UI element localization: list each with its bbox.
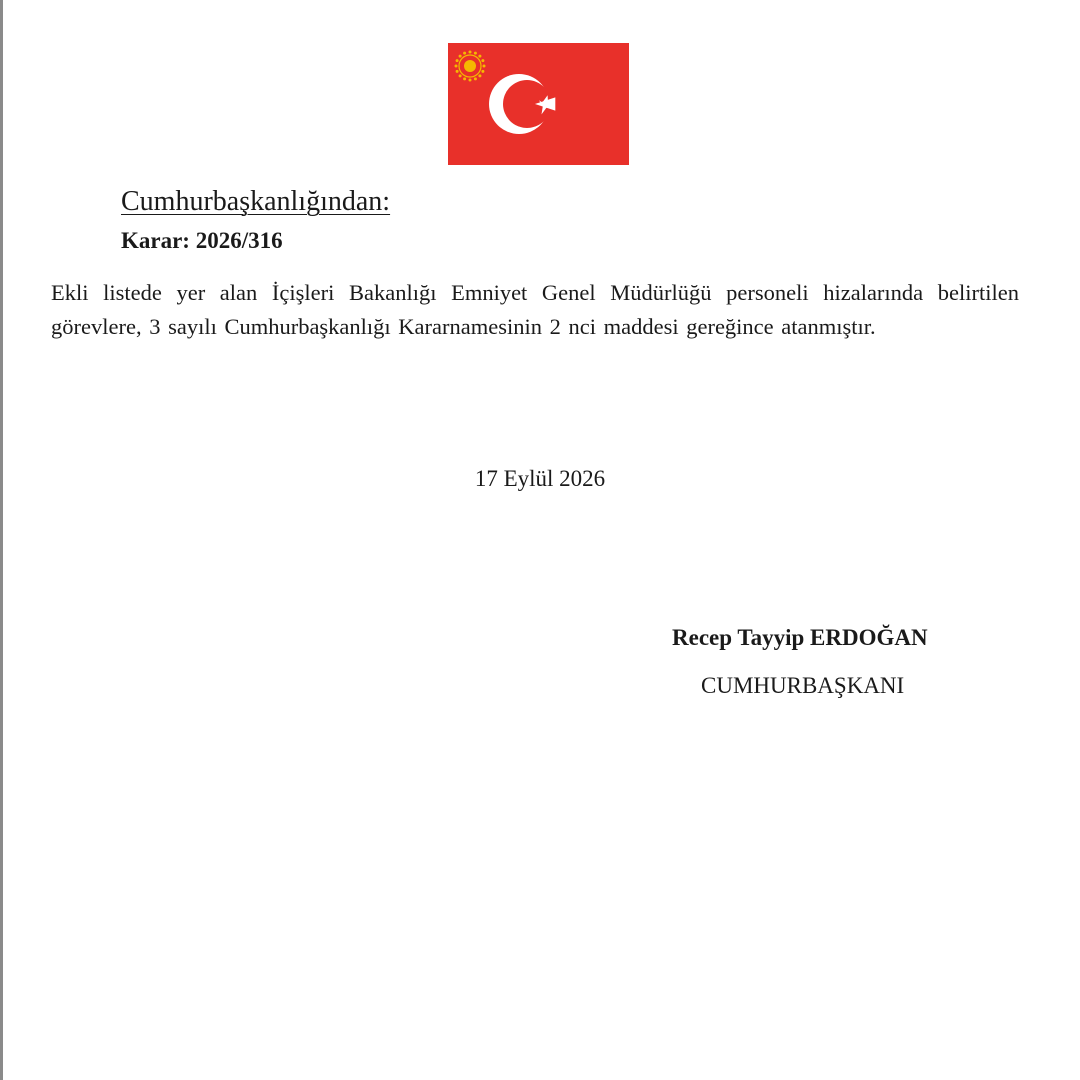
signer-name: Recep Tayyip ERDOĞAN (672, 625, 928, 650)
issuing-authority: Cumhurbaşkanlığından: (121, 186, 391, 217)
decision-number: Karar: 2026/316 (121, 228, 283, 253)
presidential-emblem-icon (455, 51, 486, 82)
presidential-flag (448, 43, 629, 165)
decision-body: Ekli listede yer alan İçişleri Bakanlığı Emniyet Genel Müdürlüğü personeli hizalarında belirtilen görevlere, 3 sayılı Cumhurbaşkanlığı Kararnamesinin 2 nci maddesi gereğince atanmıştır. (51, 280, 1019, 339)
decision-date: 17 Eylül 2026 (474, 466, 606, 491)
page-left-border (0, 0, 3, 1080)
signer-title: CUMHURBAŞKANI (701, 673, 905, 698)
turkish-flag-icon (448, 43, 629, 165)
